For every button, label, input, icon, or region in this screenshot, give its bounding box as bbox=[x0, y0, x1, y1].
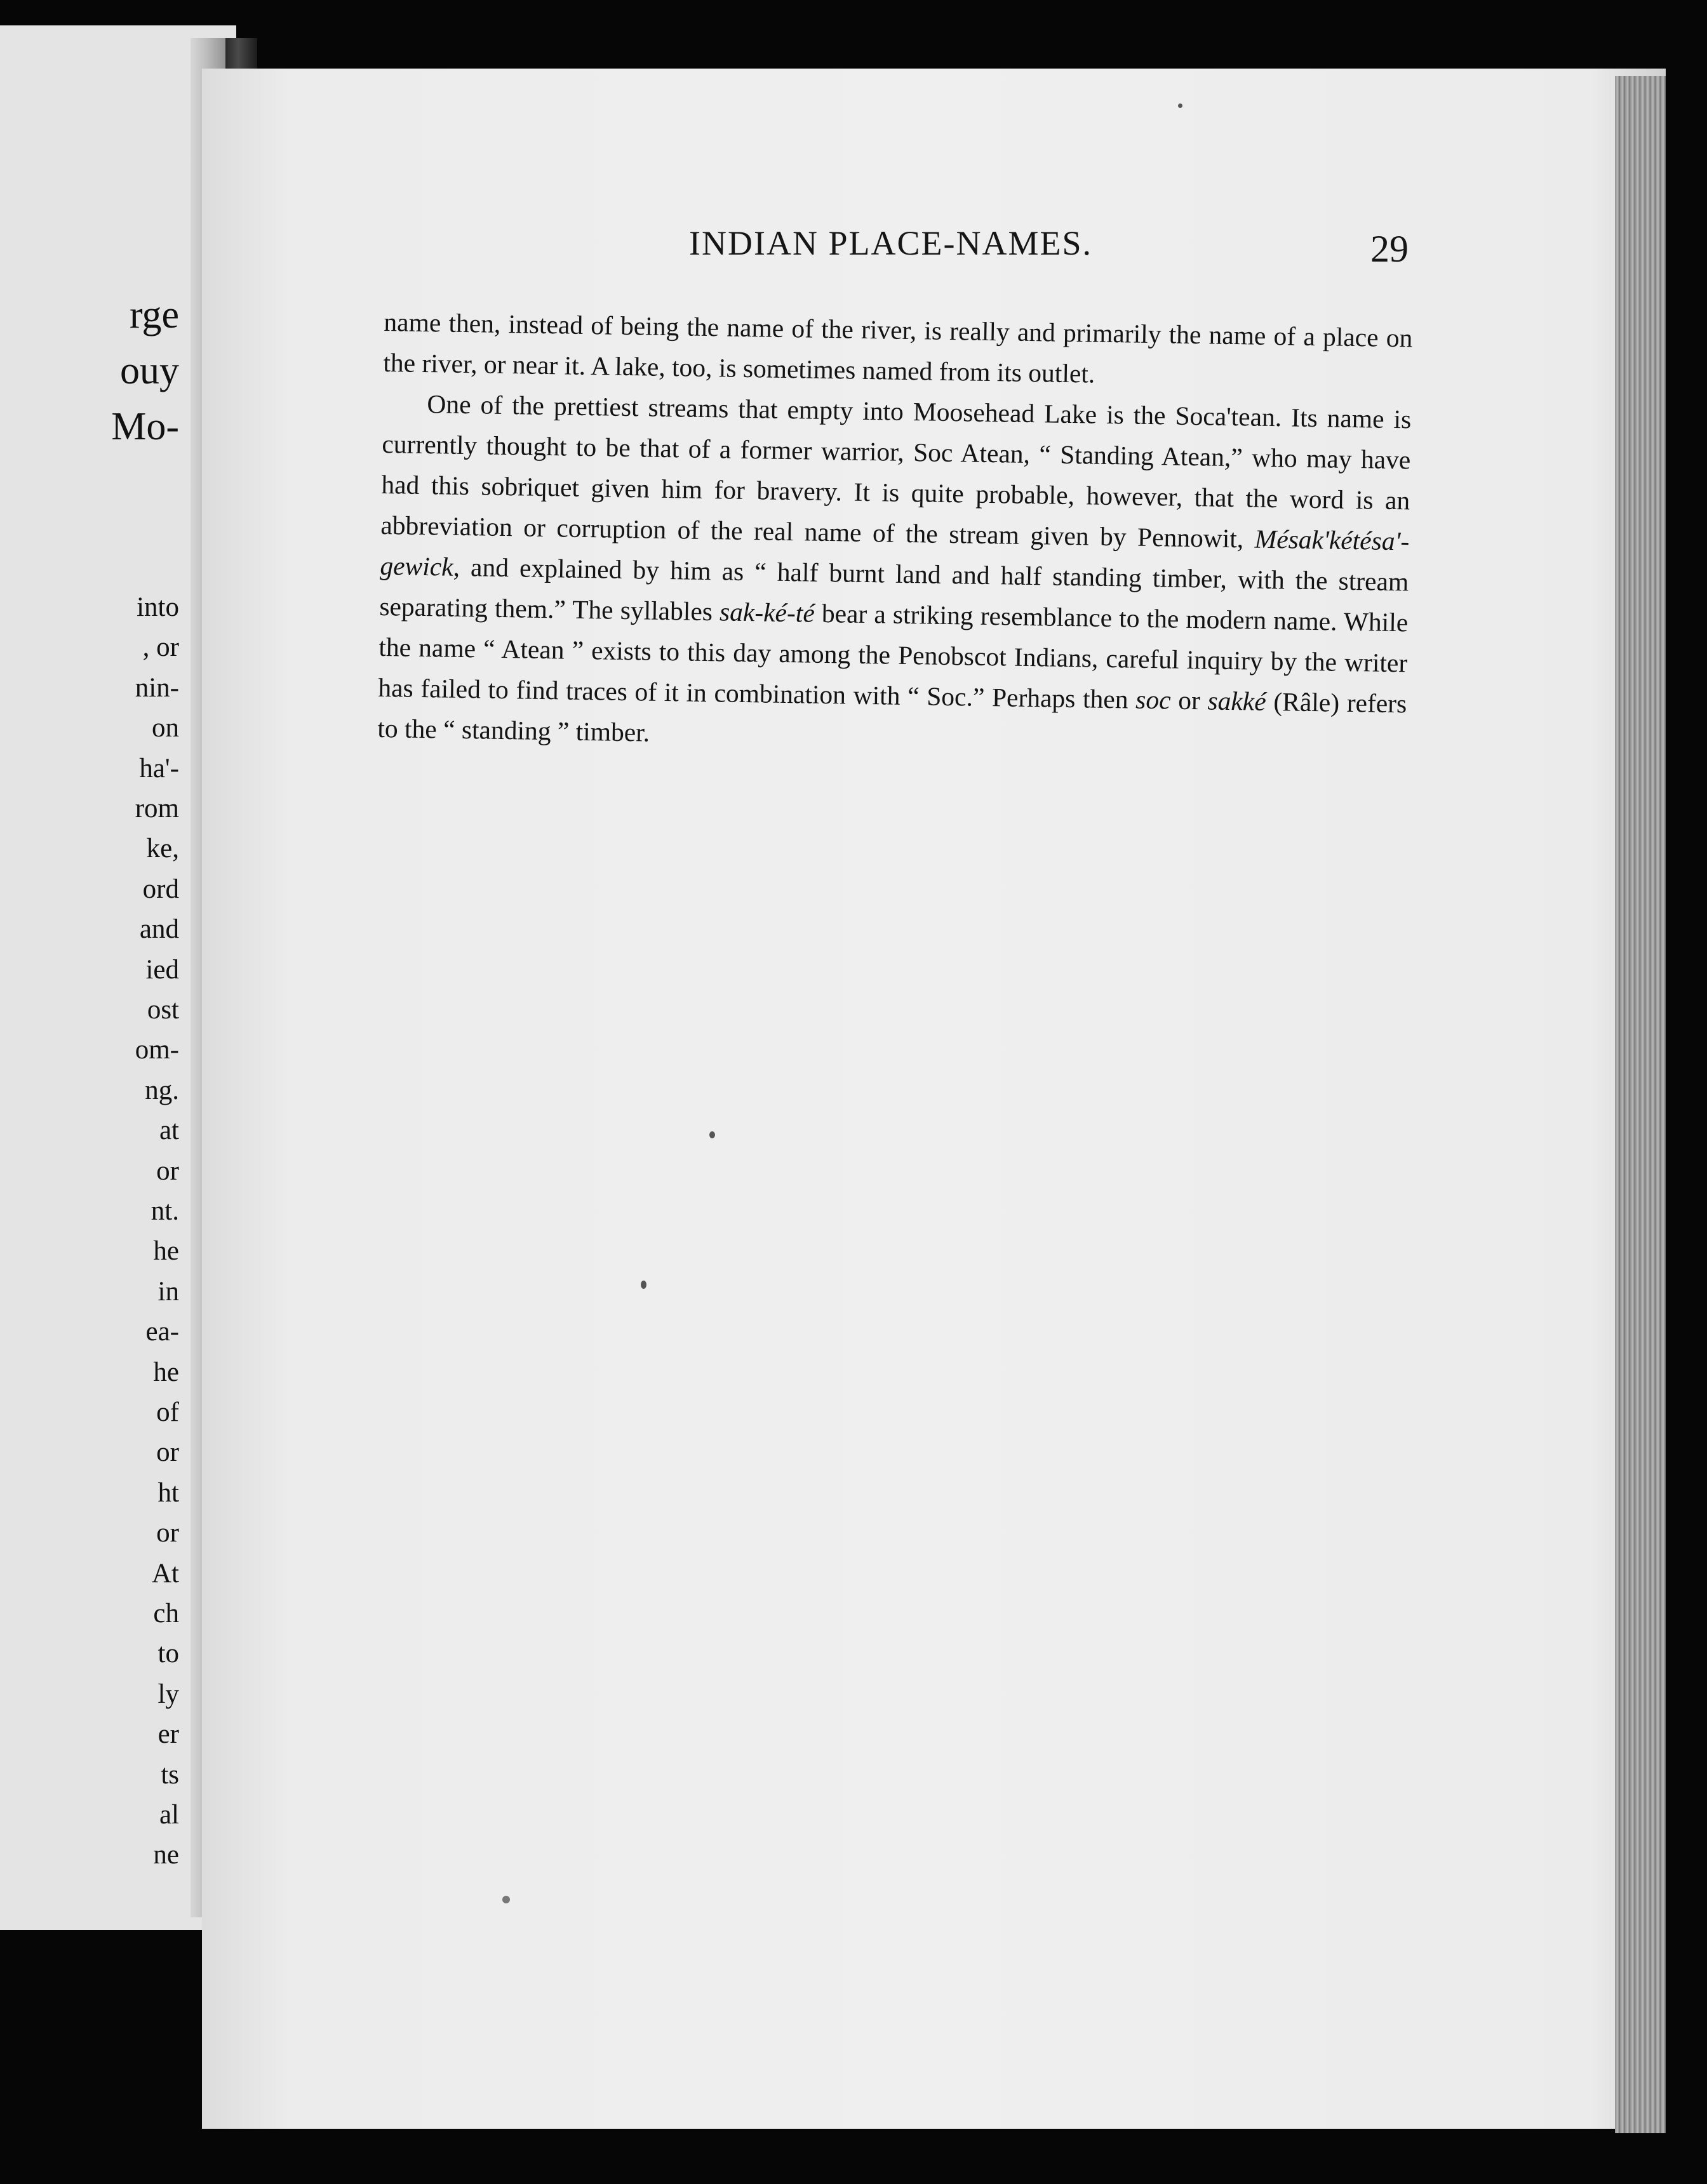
left-page-fragment: in bbox=[157, 1276, 179, 1307]
left-page-fragment: or bbox=[156, 1155, 179, 1186]
running-head: INDIAN PLACE-NAMES. bbox=[689, 224, 1092, 262]
left-page-fragment: , or bbox=[142, 632, 179, 663]
left-page-fragment: ly bbox=[157, 1679, 179, 1709]
left-page-fragment: er bbox=[157, 1719, 179, 1750]
left-page-fragment: Mo- bbox=[111, 405, 179, 448]
body-text bbox=[377, 302, 1413, 764]
left-page-fragment: At bbox=[152, 1558, 179, 1588]
left-page-fragment: om- bbox=[135, 1035, 179, 1065]
left-page-fragment: nt. bbox=[151, 1196, 179, 1226]
left-page-fragment: into bbox=[137, 592, 179, 622]
paragraph-1 bbox=[383, 302, 1413, 399]
page-number: 29 bbox=[1370, 228, 1409, 270]
left-page-text-fragments bbox=[0, 25, 191, 1930]
left-page-fragment: ied bbox=[145, 954, 179, 985]
left-page-fragment: on bbox=[152, 713, 179, 743]
paragraph-2-text-2: , and explained by him as “ half burnt land and half standing timber, with the stream separating them.” The syllables bbox=[379, 552, 1409, 627]
paper-speck bbox=[502, 1896, 510, 1903]
left-page-fragment: ha'- bbox=[139, 753, 179, 783]
left-page-fragment: ouy bbox=[120, 349, 179, 392]
paragraph-2-text-5: (Râle) refers to the “ standing ” timber. bbox=[377, 686, 1407, 747]
left-page-fragment: ne bbox=[153, 1840, 179, 1870]
paragraph-2-italic-2: sak-ké-té bbox=[719, 597, 815, 628]
left-page-fragment: at bbox=[159, 1115, 179, 1146]
paragraph-1-text: name then, instead of being the name of the river, is really and primarily the name of a place on the river, or near it. A lake, too, is sometimes named from its outlet. bbox=[383, 307, 1413, 389]
paper-speck bbox=[1178, 103, 1182, 108]
paragraph-2-text-1: One of the prettiest streams that empty into Moosehead Lake is the Soca'tean. Its name is currently thought to be that of a former warrior, Soc Atean, “ Standing Atean,” who may have had this sobriquet given him for bravery. It is quite probable, however, that the word is an abbreviation or corruption of the real name of the stream given by Pennowit, bbox=[380, 389, 1412, 554]
left-page-fragment: ch bbox=[153, 1599, 179, 1628]
left-page-fragment: ng. bbox=[145, 1075, 179, 1105]
left-page-fragment: to bbox=[157, 1639, 179, 1669]
left-page-fragment: or bbox=[156, 1518, 179, 1548]
left-page-fragment: of bbox=[156, 1397, 179, 1427]
left-page-fragment: ea- bbox=[145, 1317, 179, 1347]
paragraph-2-text-3: bear a striking resemblance to the modern name. While the name “ Atean ” exists to this day among the Penobscot Indians, careful inquiry by the writer has failed to find traces of it in combination with “ Soc.” Perhaps then bbox=[378, 598, 1409, 714]
left-page-fragment: ht bbox=[157, 1477, 179, 1508]
left-page-fragment: he bbox=[153, 1357, 179, 1387]
left-page-fragment: rom bbox=[135, 794, 179, 823]
left-page-fragment: ord bbox=[142, 874, 179, 904]
left-page-fragment: he bbox=[153, 1236, 179, 1267]
paragraph-2-italic-1: Mésak'kétésa'-gewick bbox=[380, 524, 1410, 582]
paragraph-2-text-4: or bbox=[1170, 685, 1208, 716]
paragraph-2 bbox=[377, 383, 1412, 764]
paragraph-2-italic-4: sakké bbox=[1207, 686, 1267, 716]
left-page-fragment: rge bbox=[129, 293, 179, 336]
left-page-fragment: al bbox=[159, 1800, 179, 1830]
left-page-fragment: ke, bbox=[146, 834, 179, 864]
left-page-fragment: ost bbox=[147, 995, 179, 1025]
left-page-fragment: nin- bbox=[135, 672, 179, 703]
paragraph-2-italic-3: soc bbox=[1135, 684, 1171, 715]
page-edge-stack bbox=[1615, 76, 1666, 2133]
left-page-fragment: or bbox=[156, 1437, 179, 1468]
left-page-fragment: and bbox=[139, 914, 179, 945]
left-page-fragment: ts bbox=[161, 1759, 179, 1790]
paper-speck bbox=[641, 1281, 646, 1289]
paper-speck bbox=[709, 1131, 715, 1138]
